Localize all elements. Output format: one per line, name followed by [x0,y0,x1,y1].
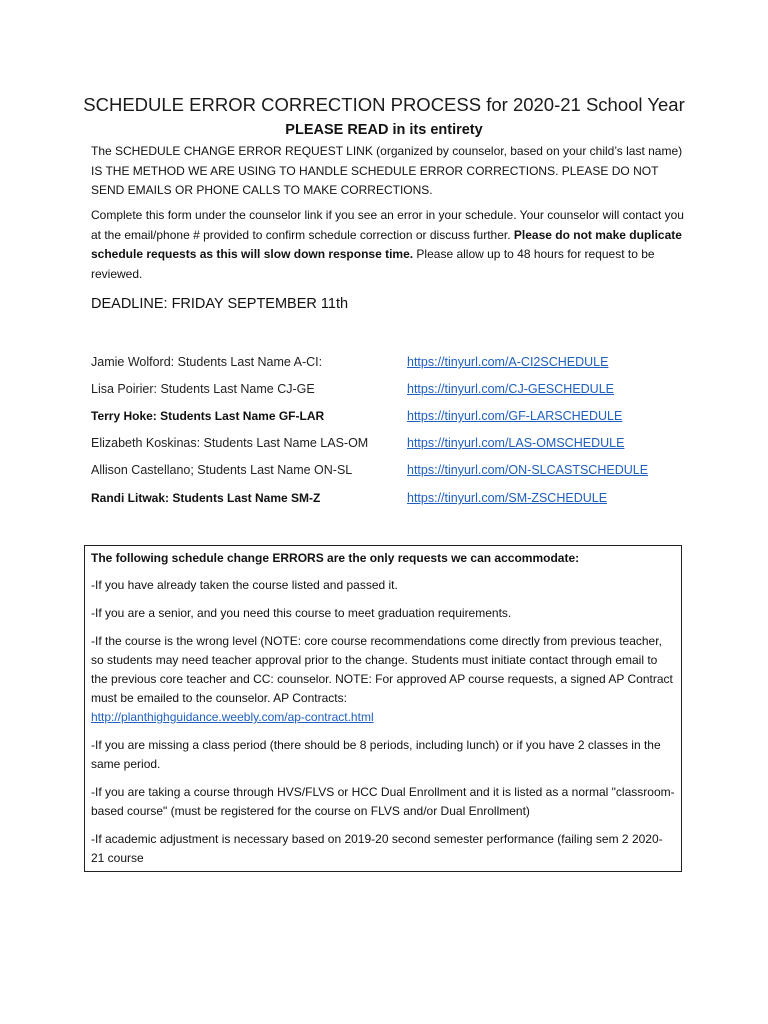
counselor-name: Randi Litwak: Students Last Name SM-Z [91,491,321,505]
error-item: -If you are missing a class period (there should be 8 periods, including lunch) or if you have 2 classes in the same period. [91,738,661,771]
counselor-name: Terry Hoke: Students Last Name GF-LAR [91,409,325,423]
deadline-heading: DEADLINE: FRIDAY SEPTEMBER 11th [91,296,349,312]
counselor-row [91,355,681,375]
error-item: -If you are taking a course through HVS/FLVS or HCC Dual Enrollment and it is listed as a normal "classroom-based course" (must be registered for the course on FLVS and/or Dual Enrollment) [91,785,675,818]
counselor-link[interactable]: https://tinyurl.com/GF-LARSCHEDULE [407,409,623,423]
error-item: -If you are a senior, and you need this course to meet graduation requirements. [91,606,512,620]
counselor-row [91,463,681,483]
counselor-link[interactable]: https://tinyurl.com/CJ-GESCHEDULE [407,382,614,396]
counselor-name: Lisa Poirier: Students Last Name CJ-GE [91,382,315,396]
document-subtitle: PLEASE READ in its entirety [285,122,483,138]
error-item: -If academic adjustment is necessary based on 2019-20 second semester performance (failing sem 2 2020-21 course [91,832,663,865]
counselor-row [91,436,681,456]
instructions-bold-text: Please do not make duplicate schedule requests as this will slow down response time. [91,227,682,261]
intro-paragraph: The SCHEDULE CHANGE ERROR REQUEST LINK (organized by counselor, based on your child’s last name) IS THE METHOD WE ARE USING TO HANDLE SCHEDULE ERROR CORRECTIONS. PLEASE DO NOT SEND EMAILS OR PHONE CALLS TO MAKE CORRECTIONS. [91,144,683,197]
counselor-row [91,382,681,402]
counselor-row [91,409,681,429]
counselor-link[interactable]: https://tinyurl.com/LAS-OMSCHEDULE [407,436,625,450]
errors-box-heading: The following schedule change ERRORS are the only requests we can accommodate: [91,551,580,565]
counselor-link[interactable]: https://tinyurl.com/A-CI2SCHEDULE [407,355,609,369]
counselor-name: Elizabeth Koskinas: Students Last Name LAS-OM [91,436,369,450]
counselor-name: Allison Castellano; Students Last Name ON-SL [91,463,353,477]
error-item: -If you have already taken the course listed and passed it. [91,578,398,592]
error-item-text: -If the course is the wrong level (NOTE: core course recommendations come directly from previous teacher, so students may need teacher approval prior to the change. Students must initiate contact through email to the previous core teacher and CC: counselor. NOTE: For approved AP course requests, a signed AP Contract must be emailed to the counselor. AP Contracts: [91,634,673,705]
instructions-paragraph [91,206,691,284]
counselor-row [91,491,681,511]
errors-box [84,545,682,872]
counselor-link[interactable]: https://tinyurl.com/ON-SLCASTSCHEDULE [407,463,649,477]
instructions-text-end: Please allow up to 48 hours for request to be reviewed. [91,247,655,281]
counselor-name: Jamie Wolford: Students Last Name A-CI: [91,355,323,369]
document-title: SCHEDULE ERROR CORRECTION PROCESS for 2020-21 School Year [83,94,685,115]
instructions-text: Complete this form under the counselor link if you see an error in your schedule. Your counselor will contact you at the email/phone # provided to confirm schedule correction or discuss further. [91,208,684,242]
counselor-link[interactable]: https://tinyurl.com/SM-ZSCHEDULE [407,491,608,505]
ap-contract-link[interactable]: http://planthighguidance.weebly.com/ap-contract.html [91,710,374,724]
error-item [91,632,675,727]
